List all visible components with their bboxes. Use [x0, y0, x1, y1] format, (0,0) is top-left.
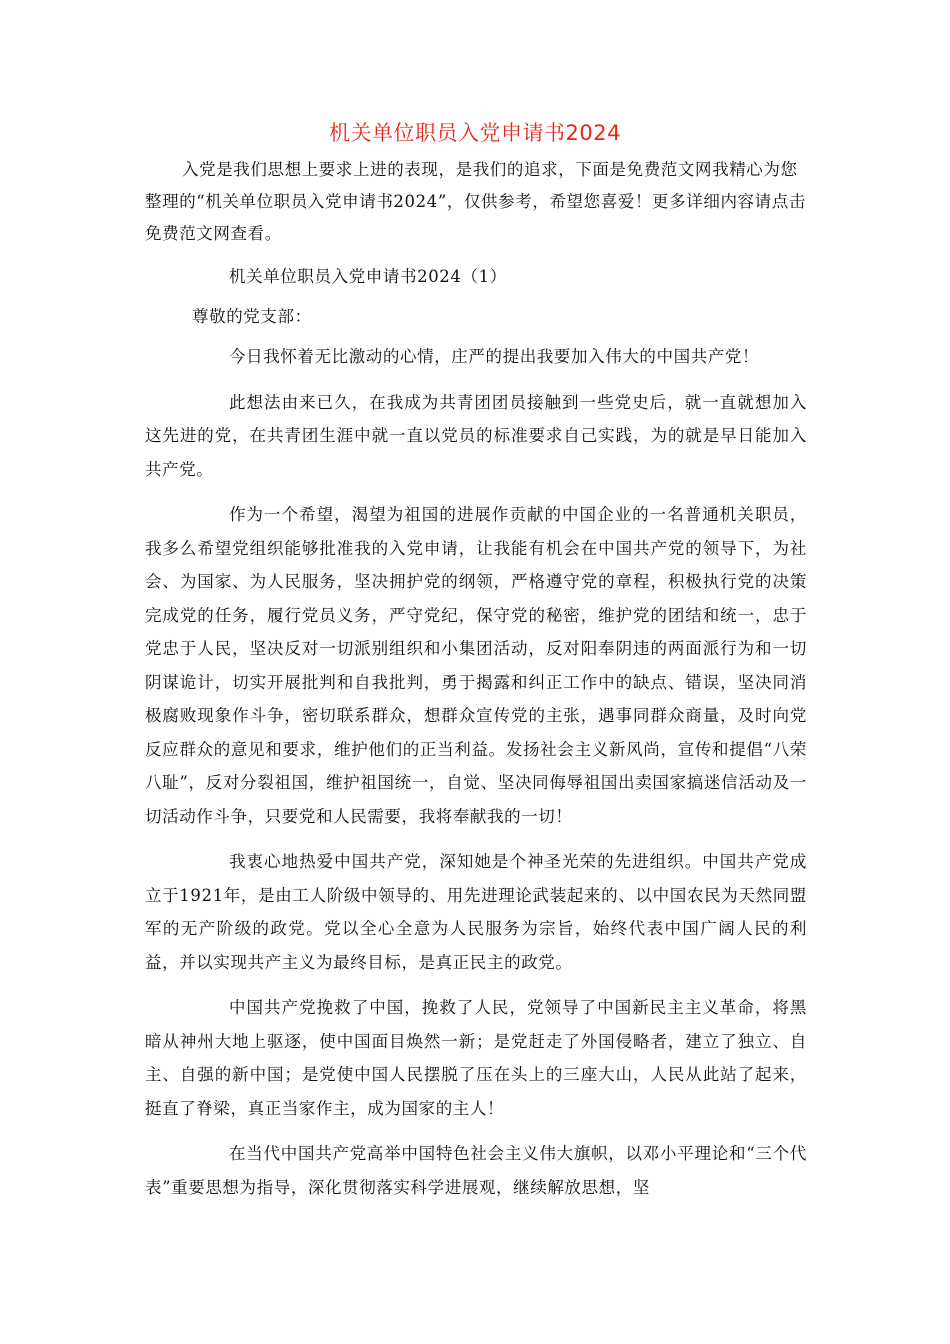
body-paragraph: 我衷心地热爱中国共产党，深知她是个神圣光荣的先进组织。中国共产党成立于1921年，是由工人阶级中领导的、用先进理论武装起来的、以中国农民为天然同盟军的无产阶级的政党。党以全心全意为人民服务为宗旨，始终代表中国广阔人民的利益，并以实现共产主义为最终目标，是真正民主的政党。: [145, 852, 807, 972]
salutation: 尊敬的党支部：: [192, 307, 312, 326]
intro-paragraph: 入党是我们思想上要求上进的表现，是我们的追求，下面是免费范文网我精心为您整理的“机关单位职员入党申请书2024”，仅供参考，希望您喜爱！更多详细内容请点击免费范文网查看。: [145, 160, 806, 243]
body-paragraph: 今日我怀着无比激动的心情，庄严的提出我要加入伟大的中国共产党！: [229, 347, 760, 366]
body-paragraph: 中国共产党挽救了中国，挽救了人民，党领导了中国新民主主义革命，将黑暗从神州大地上驱逐，使中国面目焕然一新；是党赶走了外国侵略者，建立了独立、自主、自强的新中国；是党使中国人民摆脱了压在头上的三座大山，人民从此站了起来，挺直了脊梁，真正当家作主，成为国家的主人！: [145, 998, 807, 1118]
document-title: 机关单位职员入党申请书2024: [329, 121, 621, 145]
document-subtitle: 机关单位职员入党申请书2024（1）: [229, 267, 507, 286]
body-paragraph: 作为一个希望，渴望为祖国的进展作贡献的中国企业的一名普通机关职员，我多么希望党组织能够批准我的入党申请，让我能有机会在中国共产党的领导下，为社会、为国家、为人民服务，坚决拥护党的纲领，严格遵守党的章程，积极执行党的决策完成党的任务，履行党员义务，严守党纪，保守党的秘密，维护党的团结和统一，忠于党忠于人民，坚决反对一切派别组织和小集团活动，反对阳奉阴违的两面派行为和一切阴谋诡计，切实开展批判和自我批判，勇于揭露和纠正工作中的缺点、错误，坚决同消极腐败现象作斗争，密切联系群众，想群众宣传党的主张，遇事同群众商量，及时向党反应群众的意见和要求，维护他们的正当利益。发扬社会主义新风尚，宣传和提倡“八荣八耻”，反对分裂祖国，维护祖国统一，自觉、坚决同侮辱祖国出卖国家搞迷信活动及一切活动作斗争，只要党和人民需要，我将奉献我的一切！: [145, 505, 807, 826]
letter-body: [145, 340, 807, 1216]
body-paragraph: 此想法由来已久，在我成为共青团团员接触到一些党史后，就一直就想加入这先进的党，在共青团生涯中就一直以党员的标准要求自己实践，为的就是早日能加入共产党。: [145, 392, 807, 479]
body-paragraph: 在当代中国共产党高举中国特色社会主义伟大旗帜，以邓小平理论和“三个代表”重要思想为指导，深化贯彻落实科学进展观，继续解放思想，坚: [145, 1144, 807, 1197]
